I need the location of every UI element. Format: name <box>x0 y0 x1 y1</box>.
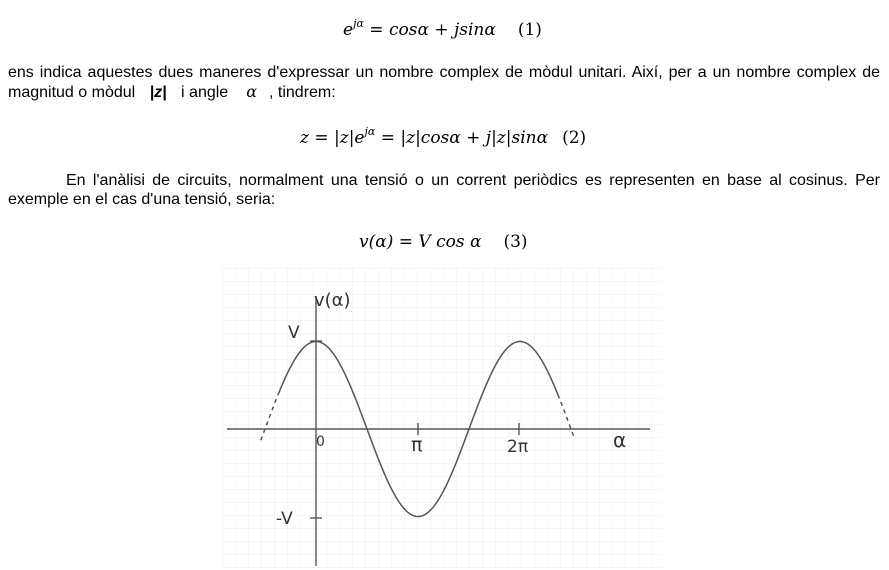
y-axis-label: v(α) <box>314 290 351 311</box>
equation-2 <box>300 125 586 148</box>
paragraph-2-text: En l'anàlisi de circuits, normalment una tensió o un corrent periòdics es representen en base al cosinus. Per exemple en el cas d'una tensió, seria: <box>8 172 880 208</box>
neg-amplitude-label: -V <box>276 509 293 529</box>
modulus-symbol: |z| <box>149 84 167 101</box>
equation-1-exponent: jα <box>353 17 364 30</box>
equation-3-number: (3) <box>503 232 528 252</box>
equation-3-text: v(α) = V cos α <box>359 232 482 252</box>
equation-2-exponent: jα <box>364 125 376 138</box>
paragraph-2 <box>8 171 880 209</box>
x-axis-label: α <box>613 428 627 452</box>
paragraph-1-text-c: , tindrem: <box>269 84 336 101</box>
two-pi-label: 2π <box>507 437 529 457</box>
pi-label: π <box>411 434 423 456</box>
amplitude-label: V <box>288 323 300 343</box>
equation-1-rhs: = cosα + jsinα <box>363 20 496 40</box>
equation-1-number: (1) <box>517 20 542 40</box>
equation-2-lhs: z = |z|e <box>300 128 365 148</box>
equation-3 <box>359 232 528 252</box>
cosine-plot <box>222 268 662 568</box>
origin-label: 0 <box>316 434 325 450</box>
paragraph-1-text-a: ens indica aquestes dues maneres d'expressar un nombre complex de mòdul unitari. Així, per a un nombre complex de magnitud o mòdul <box>8 64 880 101</box>
angle-symbol: α <box>246 82 258 101</box>
equation-1 <box>343 17 542 40</box>
paragraph-1-text-b: i angle <box>181 84 229 101</box>
equation-2-rhs: = |z|cosα + j|z|sinα <box>375 128 549 148</box>
equation-2-number: (2) <box>562 128 587 148</box>
equation-1-lhs: e <box>343 20 354 40</box>
paragraph-1 <box>8 63 880 102</box>
